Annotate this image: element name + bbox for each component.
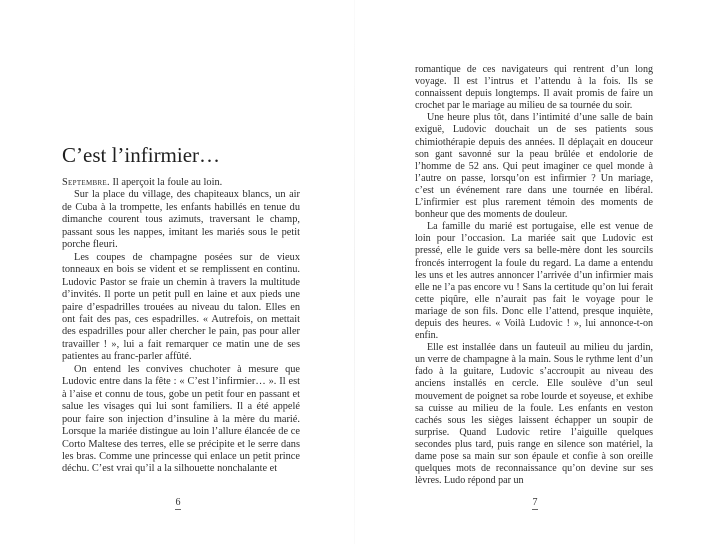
left-page	[0, 0, 354, 544]
opening-paragraph	[62, 177, 300, 189]
body-paragraph: On entend les convives chuchoter à mesure que Ludovic entre dans la fête : « C’est l’infirmier… ». Il est à l’aise et connu de tous, gobe un petit four en passant et salue les visages qui lui sont familiers. Il a été appelé pour faire son injection d’insuline à la mère du marié. Lorsque la mariée distingue au loin l’allure élancée de ce Corto Maltese des terres, elle se précipite et le serre dans les bras. Comme une princesse qui enlace un petit prince déchu. C’est vrai qu’il a la silhouette nonchalante et	[62, 363, 300, 475]
left-text-block	[62, 177, 300, 476]
page-number-rule	[175, 509, 181, 510]
opening-sentence: Il aperçoit la foule au loin.	[109, 177, 223, 188]
body-paragraph: romantique de ces navigateurs qui rentrent d’un long voyage. Il est l’intrus et l’attendu à la fois. Ils se connaissent depuis longtemps. Il avait promis de faire un crochet par le mariage au milieu de sa tournée du soir.	[415, 64, 653, 112]
right-page	[355, 0, 709, 544]
body-paragraph: Elle est installée dans un fauteuil au milieu du jardin, un verre de champagne à la main. Sous le rythme lent d’un fado à la guitare, Ludovic s’accroupit au niveau des anciens installés en cercle. Elle soulève d’un seul mouvement de poignet sa robe lourde et soyeuse, et exhibe sa cuisse au milieu de la foule. Les enfants en veston cachés sous les sièges laissent échapper un soupir de surprise. Quand Ludovic retire l’aiguille quelques secondes plus tard, puis range en silence son matériel, la dame pose sa main sur son épaule et confie à son oreille quelques mots de reconnaissance qu’on devine sur ses lèvres. Ludo répond par un	[415, 342, 653, 487]
right-text-block	[415, 64, 653, 487]
body-paragraph: Les coupes de champagne posées sur de vieux tonneaux en bois se vident et se remplissent en continu. Ludovic Pastor se fraie un chemin à travers la multitude d’invités. Il porte un petit pull en laine et aux pieds une paire d’espadrilles trouées au niveau du talon. Elles en ont fait des pas, ces espadrilles. « Autrefois, on mettait des espadrilles pour aller chercher le pain, pas pour aller travailler ! », lui a fait remarquer ce matin une de ses patientes au franc-parler affûté.	[62, 251, 300, 363]
body-paragraph: Sur la place du village, des chapiteaux blancs, un air de Cuba à la trompette, les enfants habillés en tenue du dimanche courent tous azimuts, traversant le champ, passant sous les nappes, imitant les mariés sous le petit porche fleuri.	[62, 189, 300, 251]
opening-month: Septembre.	[62, 177, 110, 188]
page-number: 7	[532, 497, 538, 508]
chapter-title: C’est l’infirmier…	[62, 143, 221, 167]
page-number: 6	[175, 497, 181, 508]
body-paragraph: La famille du marié est portugaise, elle est venue de loin pour l’occasion. La mariée sait que Ludovic est pressé, elle le guide vers sa belle-mère dont les sourcils froncés interrogent la foule du regard. La dame a entendu les uns et les autres annoncer l’arrivée d’un infirmier mais elle ne l’a pas encore vu ! Sans la certitude qu’on lui ferait cette piqûre, elle n’aurait pas fait le voyage pour le mariage de son fils. Donc elle l’attend, presque inquiète, depuis des heures. « Voilà Ludovic ! », lui annonce-t-on enfin.	[415, 221, 653, 342]
page-number-rule	[532, 509, 538, 510]
body-paragraph: Une heure plus tôt, dans l’intimité d’une salle de bain exiguë, Ludovic douchait un de ses patients sous chimiothérapie depuis des années. Il déplaçait en douceur son gant savonné sur la peau brûlée et endolorie de l’homme de 52 ans. Qui peut imaginer ce quel monde à l’autre on passe, lorsqu’on est infirmier ? Un mariage, c’est un événement rare dans une tournée en libéral. L’infirmier est plus rarement témoin des moments de bonheur que des moments de douleur.	[415, 112, 653, 221]
